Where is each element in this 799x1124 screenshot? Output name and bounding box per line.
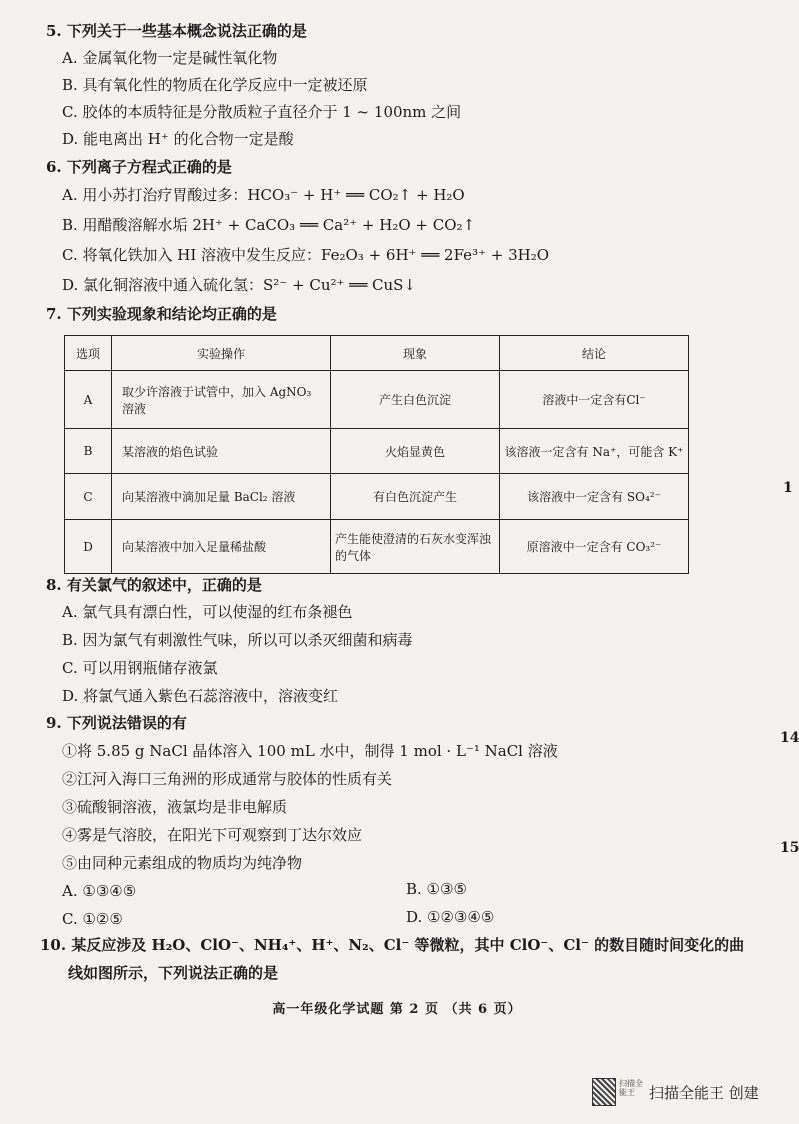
q5-option-a: A. 金属氧化物一定是碱性氧化物 <box>62 49 278 67</box>
q9-statement-2: ②江河入海口三角洲的形成通常与胶体的性质有关 <box>62 770 393 788</box>
q6-stem: 6. 下列离子方程式正确的是 <box>46 158 232 176</box>
scanner-label: 扫描全能王 创建 <box>649 1083 759 1102</box>
q8-option-b: B. 因为氯气有刺激性气味，所以可以杀灭细菌和病毒 <box>62 631 413 649</box>
q7-row-a <box>65 371 689 429</box>
q9-option-b: B. ①③⑤ <box>406 880 467 898</box>
q5-option-d: D. 能电离出 H⁺ 的化合物一定是酸 <box>62 130 294 148</box>
q8-option-d: D. 将氯气通入紫色石蕊溶液中，溶液变红 <box>62 687 339 705</box>
q9-stem: 9. 下列说法错误的有 <box>46 714 187 732</box>
q6-option-d: D. 氯化铜溶液中通入硫化氢：S²⁻ + Cu²⁺ ══ CuS↓ <box>62 276 416 294</box>
q7-row-d-option: D <box>65 520 112 574</box>
scanner-small-label: 扫描全能王 <box>619 1079 643 1097</box>
edge-number-1: 1 <box>783 480 793 496</box>
q6-option-a: A. 用小苏打治疗胃酸过多：HCO₃⁻ + H⁺ ══ CO₂↑ + H₂O <box>62 186 465 204</box>
q7-row-a-conclusion: 溶液中一定含有Cl⁻ <box>500 371 689 429</box>
q7-row-a-operation: 取少许溶液于试管中，加入 AgNO₃ 溶液 <box>112 371 331 429</box>
q7-row-d-conclusion: 原溶液中一定含有 CO₃²⁻ <box>500 520 689 574</box>
q7-row-d-phenomenon: 产生能使澄清的石灰水变浑浊的气体 <box>331 520 500 574</box>
q7-header-option: 选项 <box>65 336 112 371</box>
q10-stem-line2: 线如图所示，下列说法正确的是 <box>68 964 279 982</box>
q7-table <box>64 335 689 574</box>
q7-row-c-operation: 向某溶液中滴加足量 BaCl₂ 溶液 <box>112 474 331 520</box>
q5-option-b: B. 具有氧化性的物质在化学反应中一定被还原 <box>62 76 368 94</box>
q7-table-header <box>65 336 689 371</box>
q7-header-operation: 实验操作 <box>112 336 331 371</box>
q10-stem-line1: 10. 某反应涉及 H₂O、ClO⁻、NH₄⁺、H⁺、N₂、Cl⁻ 等微粒，其中 ClO⁻、Cl⁻ 的数目随时间变化的曲 <box>40 936 745 954</box>
q7-header-phenomenon: 现象 <box>331 336 500 371</box>
q5-stem: 5. 下列关于一些基本概念说法正确的是 <box>46 22 307 40</box>
q7-row-a-option: A <box>65 371 112 429</box>
q7-row-b-conclusion: 该溶液一定含有 Na⁺，可能含 K⁺ <box>500 429 689 474</box>
q5-option-c: C. 胶体的本质特征是分散质粒子直径介于 1 ~ 100nm 之间 <box>62 103 462 121</box>
q6-option-b: B. 用醋酸溶解水垢 2H⁺ + CaCO₃ ══ Ca²⁺ + H₂O + CO₂↑ <box>62 216 476 234</box>
q7-row-b <box>65 429 689 474</box>
q7-row-a-phenomenon: 产生白色沉淀 <box>331 371 500 429</box>
q7-row-d-operation: 向某溶液中加入足量稀盐酸 <box>112 520 331 574</box>
edge-number-14: 14 <box>780 730 799 746</box>
q6-option-c: C. 将氧化铁加入 HI 溶液中发生反应：Fe₂O₃ + 6H⁺ ══ 2Fe³⁺ + 3H₂O <box>62 246 550 264</box>
q7-row-b-option: B <box>65 429 112 474</box>
page-footer: 高一年级化学试题 第 2 页 （共 6 页） <box>272 1002 522 1017</box>
edge-number-15: 15 <box>780 840 799 856</box>
qr-code-icon <box>592 1078 616 1106</box>
q9-statement-5: ⑤由同种元素组成的物质均为纯净物 <box>62 854 303 872</box>
q9-statement-4: ④雾是气溶胶，在阳光下可观察到丁达尔效应 <box>62 826 363 844</box>
q9-statement-1: ①将 5.85 g NaCl 晶体溶入 100 mL 水中，制得 1 mol · L⁻¹ NaCl 溶液 <box>62 742 558 760</box>
q7-row-c-option: C <box>65 474 112 520</box>
q7-row-c <box>65 474 689 520</box>
q7-stem: 7. 下列实验现象和结论均正确的是 <box>46 305 277 323</box>
q9-statement-3: ③硫酸铜溶液，液氯均是非电解质 <box>62 798 288 816</box>
q8-option-c: C. 可以用钢瓶储存液氯 <box>62 659 218 677</box>
q9-option-d: D. ①②③④⑤ <box>406 908 495 926</box>
q7-header-conclusion: 结论 <box>500 336 689 371</box>
q7-row-c-phenomenon: 有白色沉淀产生 <box>331 474 500 520</box>
q9-option-c: C. ①②⑤ <box>62 910 123 928</box>
q7-row-b-phenomenon: 火焰显黄色 <box>331 429 500 474</box>
q9-option-a: A. ①③④⑤ <box>62 882 137 900</box>
q7-row-d <box>65 520 689 574</box>
q8-option-a: A. 氯气具有漂白性，可以使湿的红布条褪色 <box>62 603 353 621</box>
q7-row-b-operation: 某溶液的焰色试验 <box>112 429 331 474</box>
q7-row-c-conclusion: 该溶液中一定含有 SO₄²⁻ <box>500 474 689 520</box>
q8-stem: 8. 有关氯气的叙述中，正确的是 <box>46 576 262 594</box>
scanner-watermark <box>592 1078 759 1106</box>
